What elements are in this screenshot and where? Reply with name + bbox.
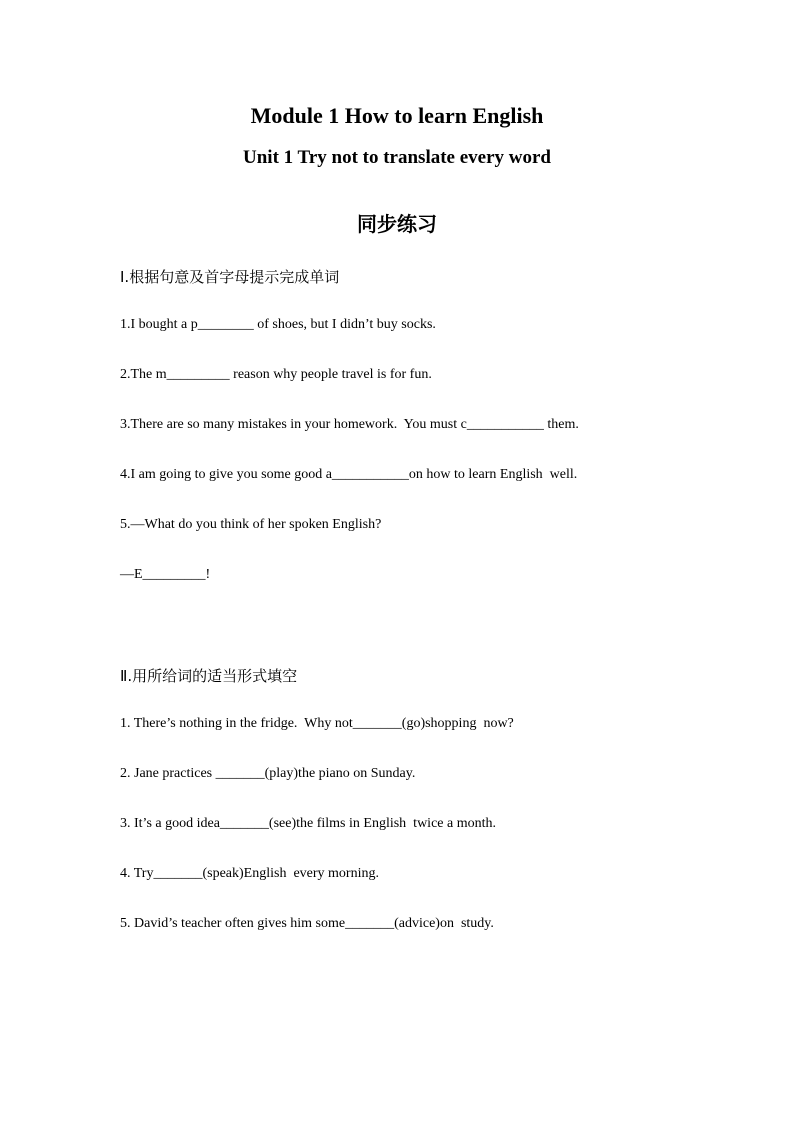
module-title: Module 1 How to learn English (250, 103, 544, 128)
section-1-question-2: 2.The m_________ reason why people travel is for fun. (120, 367, 432, 382)
section-2-question-4: 4. Try_______(speak)English every morning. (120, 866, 379, 881)
section-1-question-5: 5.—What do you think of her spoken English? (120, 517, 382, 532)
section-2-heading: Ⅱ.用所给词的适当形式填空 (120, 667, 298, 685)
section-2-question-3: 3. It’s a good idea_______(see)the films in English twice a month. (120, 816, 496, 831)
section-1-question-1: 1.I bought a p________ of shoes, but I didn’t buy socks. (120, 317, 436, 332)
section-2-question-5: 5. David’s teacher often gives him some_______(advice)on study. (120, 916, 494, 931)
section-1-heading: Ⅰ.根据句意及首字母提示完成单词 (120, 268, 340, 286)
unit-title: Unit 1 Try not to translate every word (243, 147, 551, 168)
exercise-title: 同步练习 (357, 212, 437, 236)
section-2-question-1: 1. There’s nothing in the fridge. Why not_______(go)shopping now? (120, 716, 514, 731)
section-1-question-4: 4.I am going to give you some good a___________on how to learn English well. (120, 467, 578, 482)
section-2-question-2: 2. Jane practices _______(play)the piano on Sunday. (120, 766, 416, 781)
section-1-question-3: 3.There are so many mistakes in your homework. You must c___________ them. (120, 417, 579, 432)
section-1-answer-5: —E_________! (120, 567, 211, 582)
